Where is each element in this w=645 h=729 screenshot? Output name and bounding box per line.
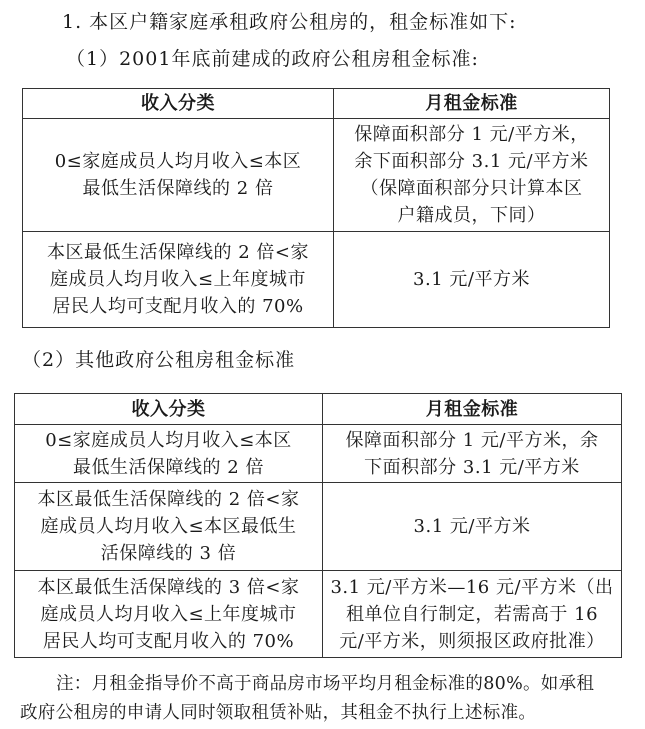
rent-cell: 3.1 元/平方米 (323, 483, 622, 571)
section-1-title: （1）2001年底前建成的政府公租房租金标准: (66, 48, 479, 70)
footnote-line-1: 注：月租金指导价不高于商品房市场平均月租金标准的80%。如承租 (56, 674, 595, 694)
income-cell: 本区最低生活保障线的 3 倍<家 庭成员人均月收入≤上年度城市 居民人均可支配月收入的 70% (15, 571, 323, 658)
rent-cell: 3.1 元/平方米—16 元/平方米（出 租单位自行制定，若需高于 16 元/平方米，则须报区政府批准） (323, 571, 622, 658)
rent-cell: 保障面积部分 1 元/平方米， 余下面积部分 3.1 元/平方米 （保障面积部分只计算本区 户籍成员，下同） (334, 119, 610, 232)
column-header-rent: 月租金标准 (334, 89, 610, 119)
table-row (23, 119, 610, 232)
table-row (15, 571, 622, 658)
table-row (23, 232, 610, 328)
income-cell: 本区最低生活保障线的 2 倍<家 庭成员人均月收入≤本区最低生 活保障线的 3 倍 (15, 483, 323, 571)
table-row (15, 425, 622, 483)
section-2-title: （2）其他政府公租房租金标准 (22, 349, 296, 371)
rent-table-pre-2001 (22, 88, 610, 328)
table-row (15, 483, 622, 571)
column-header-income: 收入分类 (23, 89, 334, 119)
rent-table-other (14, 393, 622, 658)
income-cell: 0≤家庭成员人均月收入≤本区 最低生活保障线的 2 倍 (23, 119, 334, 232)
footnote-line-2: 政府公租房的申请人同时领取租赁补贴，其租金不执行上述标准。 (20, 703, 537, 723)
rent-cell: 保障面积部分 1 元/平方米，余 下面积部分 3.1 元/平方米 (323, 425, 622, 483)
column-header-rent: 月租金标准 (323, 394, 622, 425)
rent-cell: 3.1 元/平方米 (334, 232, 610, 328)
column-header-income: 收入分类 (15, 394, 323, 425)
main-heading: 1. 本区户籍家庭承租政府公租房的，租金标准如下: (62, 11, 517, 33)
income-cell: 本区最低生活保障线的 2 倍<家 庭成员人均月收入≤上年度城市 居民人均可支配月收入的 70% (23, 232, 334, 328)
income-cell: 0≤家庭成员人均月收入≤本区 最低生活保障线的 2 倍 (15, 425, 323, 483)
